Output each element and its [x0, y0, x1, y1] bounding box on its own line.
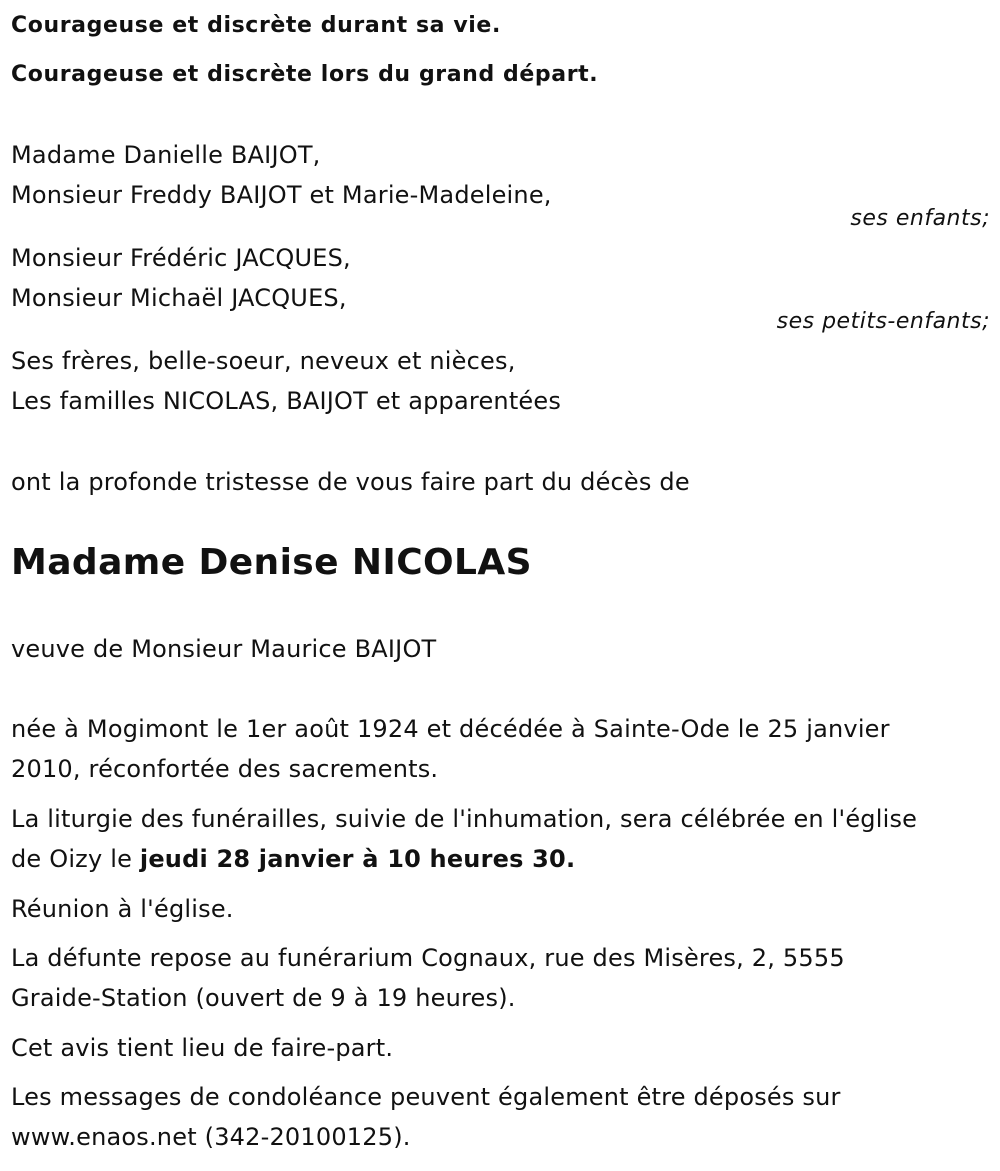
meeting-line: Réunion à l'église. [11, 895, 234, 923]
children-role: ses enfants; [850, 206, 990, 231]
condolence-line-2: www.enaos.net (342-20100125). [11, 1123, 411, 1151]
deceased-name: Madame Denise NICOLAS [11, 542, 532, 583]
family-line-2: Les familles NICOLAS, BAIJOT et apparentées [11, 387, 562, 415]
spouse-line: veuve de Monsieur Maurice BAIJOT [11, 635, 437, 663]
birth-line-2: 2010, réconfortée des sacrements. [11, 755, 439, 783]
child-name-2: Monsieur Freddy BAIJOT et Marie-Madeleine, [11, 181, 552, 209]
funeral-date-time: jeudi 28 janvier à 10 heures 30. [139, 845, 576, 873]
grandchild-name-1: Monsieur Frédéric JACQUES, [11, 244, 351, 272]
birth-line-1: née à Mogimont le 1er août 1924 et décédée à Sainte-Ode le 25 janvier [11, 715, 890, 743]
liturgy-line-2 [11, 844, 575, 874]
motto-line-1: Courageuse et discrète durant sa vie. [11, 13, 501, 38]
rest-line-2: Graide-Station (ouvert de 9 à 19 heures). [11, 984, 516, 1012]
grandchildren-role: ses petits-enfants; [776, 309, 990, 334]
child-name-1: Madame Danielle BAIJOT, [11, 141, 321, 169]
rest-line-1: La défunte repose au funérarium Cognaux, rue des Misères, 2, 5555 [11, 944, 845, 972]
grandchild-name-2: Monsieur Michaël JACQUES, [11, 284, 347, 312]
announcement-text: ont la profonde tristesse de vous faire part du décès de [11, 468, 690, 496]
liturgy-line-1: La liturgie des funérailles, suivie de l'inhumation, sera célébrée en l'église [11, 805, 918, 833]
liturgy-place: de Oizy le [11, 845, 140, 873]
condolence-line-1: Les messages de condoléance peuvent également être déposés sur [11, 1083, 841, 1111]
notice-line: Cet avis tient lieu de faire-part. [11, 1034, 394, 1062]
family-line-1: Ses frères, belle-soeur, neveux et nièces, [11, 347, 516, 375]
motto-line-2: Courageuse et discrète lors du grand départ. [11, 62, 599, 87]
